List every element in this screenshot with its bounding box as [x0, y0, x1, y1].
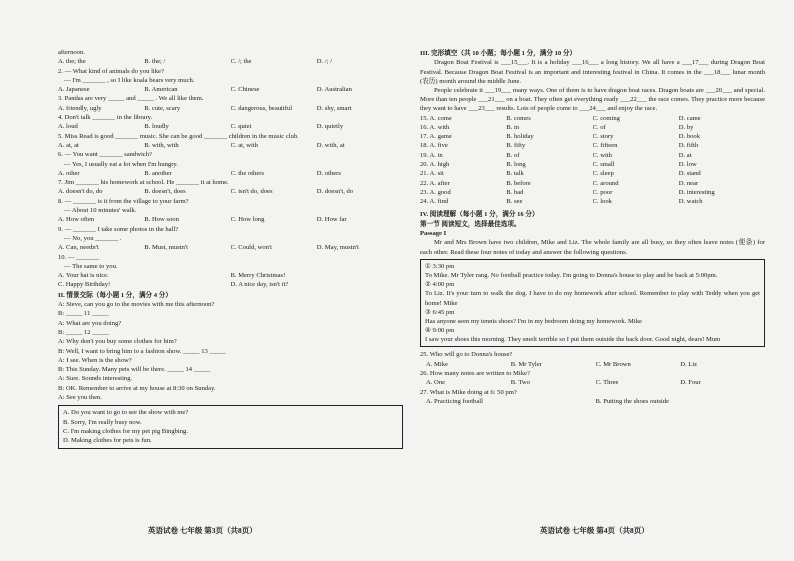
option-item: A. Practicing football — [426, 397, 483, 405]
question-line: 3. Pandas are very _____ and _____ . We all like them. — [58, 95, 204, 103]
dialogue-option-box — [58, 405, 403, 449]
option-item: C. Could, won't — [230, 244, 272, 252]
note-text: I saw your shoes this morning. They smelt terrible so I put them outside the back door. Good night, dears! Mum — [425, 336, 721, 344]
option-item: B. see — [506, 198, 523, 206]
right-page — [420, 48, 765, 544]
question-line: B: _____ 12 _____ — [58, 328, 109, 336]
option-item: B. cute, scary — [144, 104, 181, 112]
option-item: A. doesn't do, do — [58, 188, 103, 196]
option-row — [58, 271, 403, 280]
question-line: B: This Sunday. Many pets will be there. _____ 14 _____ — [58, 366, 211, 374]
option-item: 17. A. game — [420, 133, 452, 141]
cloze-option-row — [420, 179, 765, 188]
option-item: D. Liz — [680, 360, 698, 368]
option-item: D. Australian — [316, 86, 352, 94]
option-item: D. How far — [316, 216, 347, 224]
option-item: B. holiday — [506, 133, 534, 141]
option-item: B. of — [506, 151, 520, 159]
reading-subsection-title: 第一节 阅读短文，选择最佳选项。 — [420, 220, 521, 228]
cloze-option-row — [420, 197, 765, 206]
question-line: 8. — _______ is it from the village to your farm? — [58, 197, 189, 205]
option-item: B. Two — [510, 379, 530, 387]
option-item: C. quiet — [230, 123, 252, 131]
option-row — [58, 243, 403, 252]
option-item: B. How soon — [144, 216, 179, 224]
option-row — [58, 57, 403, 66]
note-time: ③ 6:45 pm — [425, 308, 455, 316]
option-item: D. came — [678, 114, 701, 122]
question-line: — The same to you. — [64, 262, 118, 270]
option-item: A. other — [58, 169, 80, 177]
cloze-option-row — [420, 114, 765, 123]
note-time: ④ 9:00 pm — [425, 327, 455, 335]
reading-question: 27. What is Mike doing at 6: 50 pm? — [420, 388, 517, 396]
option-item: A. One — [426, 379, 446, 387]
dialogue-option: C. I'm making clothes for my pet pig Bingbing. — [63, 428, 188, 436]
option-item: A. loud — [58, 123, 78, 131]
option-row — [58, 215, 403, 224]
note-text: To Liz. It's your turn to walk the dog. I have to do my homework after school. Remember to play with Teddy when you get home! Mike — [425, 290, 760, 307]
option-item: B. bad — [506, 188, 524, 196]
option-item: C. the others — [230, 169, 265, 177]
cloze-paragraph-2: People celebrate it ___19___ many ways. One of them is to have dragon boat races. Dragon boats are ___20___ and special. More than ten people ___21___ on a boat. They often get everything ready ___22___ the race comes. They practice more because they want to have ___23___ results. Lots of people come to ___24___ and enjoy the race. — [420, 86, 765, 113]
option-row — [420, 397, 765, 406]
notes-box — [420, 259, 765, 348]
option-item: C. How long — [230, 216, 265, 224]
right-page-footer: 英语试卷 七年级 第4页（共8页） — [540, 526, 649, 535]
cloze-option-row — [420, 188, 765, 197]
question-line: — Yes, I usually eat a lot when I'm hungry. — [64, 160, 178, 168]
cloze-option-row — [420, 141, 765, 150]
option-row — [58, 85, 403, 94]
cloze-option-row — [420, 123, 765, 132]
option-item: C. /; the — [230, 58, 252, 66]
option-item: C. coming — [592, 114, 620, 122]
option-item: B. loudly — [144, 123, 169, 131]
question-line: — About 10 minutes' walk. — [64, 207, 137, 215]
option-item: C. of — [592, 123, 606, 131]
option-item: B. with, with — [144, 141, 179, 149]
option-item: B. another — [144, 169, 172, 177]
option-item: 22. A. after — [420, 179, 450, 187]
question-line: A: See you then. — [58, 393, 102, 401]
option-item: D. interesting — [678, 188, 715, 196]
option-item: A. friendly, ugly — [58, 104, 102, 112]
left-page — [58, 48, 403, 544]
question-line: B: OK. Remember to arrive at my house at 8:30 on Sunday. — [58, 384, 216, 392]
option-row — [420, 360, 765, 369]
option-item: D. book — [678, 133, 700, 141]
option-row — [58, 280, 403, 289]
option-item: C. isn't do, does — [230, 188, 273, 196]
option-item: B. before — [506, 179, 531, 187]
question-line: afternoon. — [58, 49, 85, 56]
option-item: C. with — [592, 151, 612, 159]
option-item: D. May, mustn't — [316, 244, 359, 252]
option-item: D. others — [316, 169, 341, 177]
passage-title: Passage I — [420, 230, 447, 238]
option-item: 20. A. high — [420, 161, 450, 168]
option-item: C. Happy Birthday! — [58, 281, 111, 289]
option-item: B. fifty — [506, 142, 526, 150]
reading-question-list — [420, 350, 765, 406]
option-item: 24. A. find — [420, 198, 449, 206]
option-item: A. Can, needn't — [58, 244, 99, 252]
option-item: C. Chinese — [230, 86, 260, 94]
option-item: D. watch — [678, 198, 703, 206]
cloze-option-list — [420, 114, 765, 207]
option-item: A. the; the — [58, 58, 86, 66]
option-item: B. comes — [506, 114, 531, 122]
option-item: D. doesn't, do — [316, 188, 354, 196]
cloze-option-row — [420, 169, 765, 178]
option-item: D. with, at — [316, 141, 345, 149]
option-item: D. fifth — [678, 142, 699, 150]
cloze-option-row — [420, 132, 765, 141]
option-item: B. Mr Tyler — [510, 360, 542, 368]
question-line: 10. — _______ — [58, 253, 100, 261]
option-item: C. story — [592, 133, 614, 141]
option-row — [58, 141, 403, 150]
question-line: 5. Miss Read is good _______ music. She can be good _______ children in the music club. — [58, 132, 299, 140]
option-item: A. Mike — [426, 360, 448, 368]
option-row — [58, 104, 403, 113]
option-item: C. fifteen — [592, 142, 618, 150]
option-item: A. Japanese — [58, 86, 90, 94]
question-line: A: Why don't you buy some clothes for him? — [58, 338, 177, 346]
dialogue-option: B. Sorry, I'm really busy now. — [63, 418, 142, 426]
option-item: 23. A. good — [420, 188, 451, 196]
option-item: C. around — [592, 179, 619, 187]
option-item: B. American — [144, 86, 178, 94]
cloze-section-title: III. 完形填空（共 10 小题；每小题 1 分，满分 10 分） — [420, 50, 577, 57]
option-item: D. /; / — [316, 58, 332, 66]
option-item: 19. A. in — [420, 151, 443, 159]
option-item: D. A nice day, isn't it? — [230, 281, 289, 289]
question-line: 7. Jim _______ his homework at school. He _______ it at home. — [58, 179, 229, 187]
option-item: D. near — [678, 179, 699, 187]
option-item: B. Putting the shoes outside — [595, 397, 669, 405]
reading-section-title: IV. 阅读理解（每小题 1 分，满分 16 分） — [420, 211, 539, 219]
option-item: C. look — [592, 198, 612, 206]
option-item: C. poor — [592, 188, 613, 196]
option-item: C. Mr Brown — [595, 360, 631, 368]
question-line: A: What are you doing? — [58, 319, 122, 327]
note-text: Has anyone seen my tennis shoes? I'm in my bedroom doing my homework. Mike — [425, 317, 642, 325]
option-item: B. Merry Christmas! — [230, 272, 286, 280]
option-item: A. How often — [58, 216, 95, 224]
option-item: A. Your hat is nice. — [58, 272, 109, 280]
question-line: 9. — _______ I take some photos in the hall? — [58, 225, 179, 233]
option-item: B. the; / — [144, 58, 166, 66]
option-item: C. sleep — [592, 170, 614, 178]
question-line: 6. — You want _______ sandwich? — [58, 151, 152, 159]
option-item: B. talk — [506, 170, 524, 178]
reading-question: 26. How many notes are written to Mike? — [420, 370, 530, 378]
option-item: D. at — [678, 151, 692, 159]
question-line: — I'm _______ , so I like koala bears very much. — [64, 76, 195, 84]
option-item: C. at, with — [230, 141, 258, 149]
option-item: 18. A. five — [420, 142, 448, 150]
option-item: 15. A. come — [420, 114, 452, 122]
question-line: A: Steve, can you go to the movies with me this afternoon? — [58, 301, 215, 309]
dialogue-option: D. Making clothes for pets is fun. — [63, 437, 152, 445]
option-row — [58, 187, 403, 196]
cloze-option-row — [420, 151, 765, 160]
reading-question: 25. Who will go to Donna's house? — [420, 351, 513, 359]
option-item: B. long — [506, 161, 526, 168]
option-row — [58, 169, 403, 178]
option-row — [58, 122, 403, 131]
option-item: 16. A. with — [420, 123, 450, 131]
option-row — [420, 378, 765, 387]
cloze-option-row — [420, 160, 765, 169]
option-item: B. doesn't, does — [144, 188, 186, 196]
option-item: A. at, at — [58, 141, 79, 149]
option-item: B. in — [506, 123, 520, 131]
question-line: A: I see. When is the show? — [58, 356, 132, 364]
note-time: ② 4:00 pm — [425, 281, 455, 289]
section-title: II. 情景交际（每小题 1 分，满分 4 分） — [58, 291, 172, 299]
option-item: D. by — [678, 123, 694, 131]
option-item: C. dangerous, beautiful — [230, 104, 293, 112]
question-line: B: _____ 11 _____ — [58, 310, 109, 318]
option-item: D. Four — [680, 379, 701, 387]
option-item: D. quietly — [316, 123, 344, 131]
option-item: B. Must, mustn't — [144, 244, 188, 252]
option-item: D. low — [678, 161, 697, 168]
question-line: B: Well, I want to bring him to a fashion show. _____ 13 _____ — [58, 347, 226, 355]
option-item: D. shy, smart — [316, 104, 352, 112]
passage-intro: Mr and Mrs Brown have two children, Mike and Liz. The whole family are all busy, so they often leave notes (便条) for each other. Read these four notes of today and answer the following questions. — [420, 239, 765, 256]
option-item: D. stand — [678, 170, 701, 178]
note-text: To Mike. Mr Tyler rang. No football practice today. I'm going to Donna's house to play and be back at 5:00pm. — [425, 272, 718, 280]
left-question-list — [58, 48, 403, 402]
option-item: C. Three — [595, 379, 619, 387]
question-line: 4. Don't talk _______ in the library. — [58, 114, 153, 122]
question-line: 2. — What kind of animals do you like? — [58, 67, 164, 75]
note-time: ① 3:30 pm — [425, 262, 455, 270]
question-line: — No, you _______ . — [64, 234, 122, 242]
dialogue-option: A. Do you want to go to see the show with me? — [63, 409, 189, 417]
cloze-paragraph-1: Dragon Boat Festival is ___15___. It is a holiday ___16___ a long history. We all have a ___17___ during Dragon Boat Festival. Because Dragon Boat Festival is an important and interesting festival in China. It comes in the ___18___ lunar month (农历) month around the middle June. — [420, 59, 765, 85]
left-page-footer: 英语试卷 七年级 第3页（共8页） — [148, 526, 257, 535]
option-item: 21. A. sit — [420, 170, 444, 178]
option-item: C. small — [592, 161, 615, 168]
question-line: A: Sure. Sounds interesting. — [58, 375, 133, 383]
